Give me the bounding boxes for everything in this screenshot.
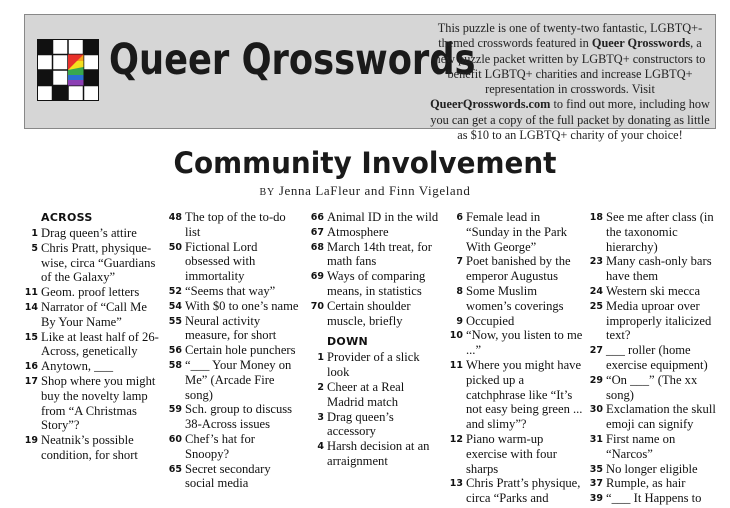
clue-number: 27 <box>589 345 603 357</box>
clue-text: Chef’s hat for Snoopy? <box>185 431 255 461</box>
clue-item <box>589 373 724 403</box>
clue-text: Certain shoulder muscle, briefly <box>327 298 411 328</box>
clue-number: 52 <box>168 285 182 297</box>
blurb-bold-text: Queer Qrosswords <box>591 36 691 51</box>
clue-text: See me after class (in the taxonomic hierarchy) <box>606 210 714 254</box>
clue-text: Occupied <box>466 313 515 328</box>
clue-text: Poet banished by the emperor Augustus <box>466 254 571 284</box>
clue-column <box>168 210 300 491</box>
clue-text: Cheer at a Real Madrid match <box>327 379 405 409</box>
clue-text: First name on “Narcos” <box>606 431 676 461</box>
clue-item <box>449 254 585 284</box>
crossword-grid-logo-icon <box>37 39 99 101</box>
clue-number: 18 <box>589 212 603 223</box>
clue-text: Ways of comparing means, in statistics <box>327 269 426 298</box>
clue-item <box>310 439 440 469</box>
clue-number: 48 <box>168 212 182 223</box>
clue-number: 16 <box>24 361 38 373</box>
clue-text: “On ___” (The xx song) <box>606 372 698 402</box>
clue-text: Narrator of “Call Me By Your Name” <box>41 299 147 329</box>
clue-item <box>168 210 300 240</box>
clue-number: 23 <box>589 256 603 268</box>
clue-number: 12 <box>449 433 463 445</box>
clue-number: 39 <box>589 493 603 505</box>
clue-text: Neural activity measure, for short <box>185 313 277 343</box>
clue-text: March 14th treat, for math fans <box>327 239 432 269</box>
clue-text: Anytown, ___ <box>41 359 114 374</box>
clue-item <box>24 359 159 374</box>
clue-item <box>449 314 585 329</box>
clue-text: “___ It Happens to <box>606 491 702 506</box>
clue-text: Provider of a slick look <box>327 350 420 380</box>
clue-item <box>24 241 159 285</box>
clue-item <box>589 299 724 343</box>
clue-text: Media uproar over improperly italicized text? <box>606 298 712 343</box>
clue-item <box>310 210 440 225</box>
clue-item <box>310 225 440 240</box>
clue-number: 50 <box>168 241 182 253</box>
clue-item <box>310 350 440 380</box>
clue-item <box>589 432 724 462</box>
clue-number: 65 <box>168 463 182 475</box>
clue-item <box>310 410 440 440</box>
clue-item <box>24 374 159 433</box>
clue-item <box>589 476 724 491</box>
puzzle-byline <box>0 183 730 199</box>
clue-item <box>310 269 440 299</box>
clue-item <box>168 432 300 462</box>
clue-number: 54 <box>168 300 182 312</box>
clue-text: Shop where you might buy the novelty lamp from “A Christmas Story”? <box>41 373 156 433</box>
clue-number: 55 <box>168 315 182 327</box>
clue-number: 9 <box>456 315 463 327</box>
clue-number: 56 <box>168 345 182 357</box>
clue-number: 69 <box>310 271 324 283</box>
clue-item <box>449 284 585 314</box>
clue-item <box>589 402 724 432</box>
clue-text: Geom. proof letters <box>41 285 140 300</box>
clue-number: 15 <box>24 331 38 343</box>
clue-number: 2 <box>317 381 324 393</box>
clue-item <box>168 358 300 402</box>
clue-item <box>589 210 724 254</box>
clue-item <box>589 254 724 284</box>
clue-text: Rumple, as hair <box>606 476 686 491</box>
clue-number: 70 <box>310 300 324 312</box>
clue-item <box>24 330 159 360</box>
clue-item <box>589 284 724 299</box>
clue-column <box>24 210 159 463</box>
clue-text: The top of the to-do list <box>185 210 286 239</box>
clue-number: 7 <box>456 256 463 268</box>
clue-item <box>589 343 724 373</box>
clue-text: Western ski mecca <box>606 283 701 298</box>
clue-text: “Seems that way” <box>185 283 276 298</box>
clue-number: 6 <box>456 212 463 223</box>
clue-text: With $0 to one’s name <box>185 298 299 313</box>
clue-text: Exclamation the skull emoji can signify <box>606 402 716 432</box>
clue-text: Many cash-only bars have them <box>606 254 712 284</box>
clue-item <box>168 462 300 492</box>
clue-number: 67 <box>310 226 324 238</box>
clue-text: Neatnik’s possible condition, for short <box>41 433 138 462</box>
brand-wordmark: Queer Qrosswords <box>109 35 476 85</box>
clue-text: Sch. group to discuss 38-Across issues <box>185 402 293 432</box>
clue-number: 11 <box>449 359 463 371</box>
clue-number: 14 <box>24 301 38 313</box>
byline-authors: Jenna LaFleur and Finn Vigeland <box>278 183 471 198</box>
clue-number: 59 <box>168 404 182 416</box>
clue-number: 35 <box>589 463 603 475</box>
clue-text: Harsh decision at an arraignment <box>327 439 430 468</box>
clue-item <box>168 343 300 358</box>
clue-text: ___ roller (home exercise equipment) <box>606 343 708 372</box>
clue-item <box>168 402 300 432</box>
clue-text: Certain hole punchers <box>185 343 296 358</box>
clue-item <box>589 491 724 506</box>
clue-number: 29 <box>589 374 603 386</box>
clue-item <box>24 433 159 463</box>
clue-number: 1 <box>31 228 38 239</box>
clue-number: 68 <box>310 241 324 253</box>
clue-text: Where you might have picked up a catchphrase like “It’s not easy being green ... and slimy”? <box>466 357 583 432</box>
clue-number: 24 <box>589 285 603 297</box>
clue-item <box>310 240 440 270</box>
clue-item <box>449 476 585 506</box>
clue-text: Piano warm-up exercise with four sharps <box>466 431 557 476</box>
clue-item <box>310 299 440 329</box>
clue-item <box>449 328 585 358</box>
clue-text: “Now, you listen to me ...” <box>466 328 583 358</box>
clue-text: Animal ID in the wild <box>327 210 439 224</box>
clue-text: Secret secondary social media <box>185 461 271 491</box>
clue-number: 31 <box>589 433 603 445</box>
promo-banner <box>24 14 716 143</box>
clue-column <box>589 210 724 506</box>
clue-text: No longer eligible <box>606 461 698 476</box>
clue-item <box>168 299 300 314</box>
section-heading-down: DOWN <box>327 335 369 349</box>
clue-number: 30 <box>589 404 603 416</box>
clue-number: 60 <box>168 433 182 445</box>
blurb-bold-text: QueerQrosswords.com <box>430 97 551 112</box>
clue-text: Chris Pratt’s physique, circa “Parks and <box>466 476 581 506</box>
clue-column <box>310 210 440 469</box>
clue-item <box>168 314 300 344</box>
clue-number: 4 <box>317 441 324 453</box>
clue-item <box>24 285 159 300</box>
clue-number: 1 <box>317 352 324 364</box>
clue-item <box>168 284 300 299</box>
clue-text: Like at least half of 26-Across, genetically <box>41 329 159 359</box>
clue-text: “___ Your Money on Me” (Arcade Fire song) <box>185 357 292 402</box>
clue-text: Drag queen’s accessory <box>327 409 394 439</box>
clue-number: 3 <box>317 411 324 423</box>
clue-number: 19 <box>24 435 38 447</box>
clue-text: Drag queen’s attire <box>41 226 137 240</box>
clue-number: 25 <box>589 300 603 312</box>
clue-item <box>589 462 724 477</box>
clue-item <box>449 432 585 476</box>
clue-item <box>449 358 585 432</box>
clue-text: Chris Pratt, physique-wise, circa “Guardians of the Galaxy” <box>41 240 156 285</box>
clue-text: Female lead in “Sunday in the Park With George” <box>466 210 568 254</box>
blurb-text: to find out more, including how you can get a copy of the full packet by donating as little as $10 to an LGBTQ+ charity of your choice! <box>430 97 710 143</box>
clue-item <box>168 240 300 284</box>
clue-number: 17 <box>24 375 38 387</box>
clue-column <box>449 210 585 506</box>
clue-text: Fictional Lord obsessed with immortality <box>185 239 258 284</box>
clue-item <box>449 210 585 254</box>
clue-number: 11 <box>24 287 38 299</box>
section-heading-across: ACROSS <box>41 211 93 224</box>
clue-number: 13 <box>449 478 463 490</box>
clue-item <box>24 300 159 330</box>
blurb-text: This puzzle is one of twenty-two fantastic, LGBTQ+-themed crosswords featured in <box>437 21 703 51</box>
puzzle-title: Community Involvement <box>173 146 557 180</box>
clue-number: 58 <box>168 359 182 371</box>
clue-item <box>24 226 159 241</box>
clue-text: Some Muslim women’s coverings <box>466 283 564 313</box>
clue-number: 5 <box>31 242 38 254</box>
clue-number: 8 <box>456 285 463 297</box>
promo-blurb <box>429 21 711 143</box>
clue-number: 66 <box>310 212 324 223</box>
clue-text: Atmosphere <box>327 224 389 239</box>
clue-number: 10 <box>449 330 463 342</box>
byline-by: BY <box>259 187 276 198</box>
blurb-text: , a new puzzle packet written by LGBTQ+ constructors to benefit LGBTQ+ charities and increase LGBTQ+ representation in crosswords. Visit <box>434 36 706 97</box>
clue-item <box>310 380 440 410</box>
clue-number: 37 <box>589 478 603 490</box>
